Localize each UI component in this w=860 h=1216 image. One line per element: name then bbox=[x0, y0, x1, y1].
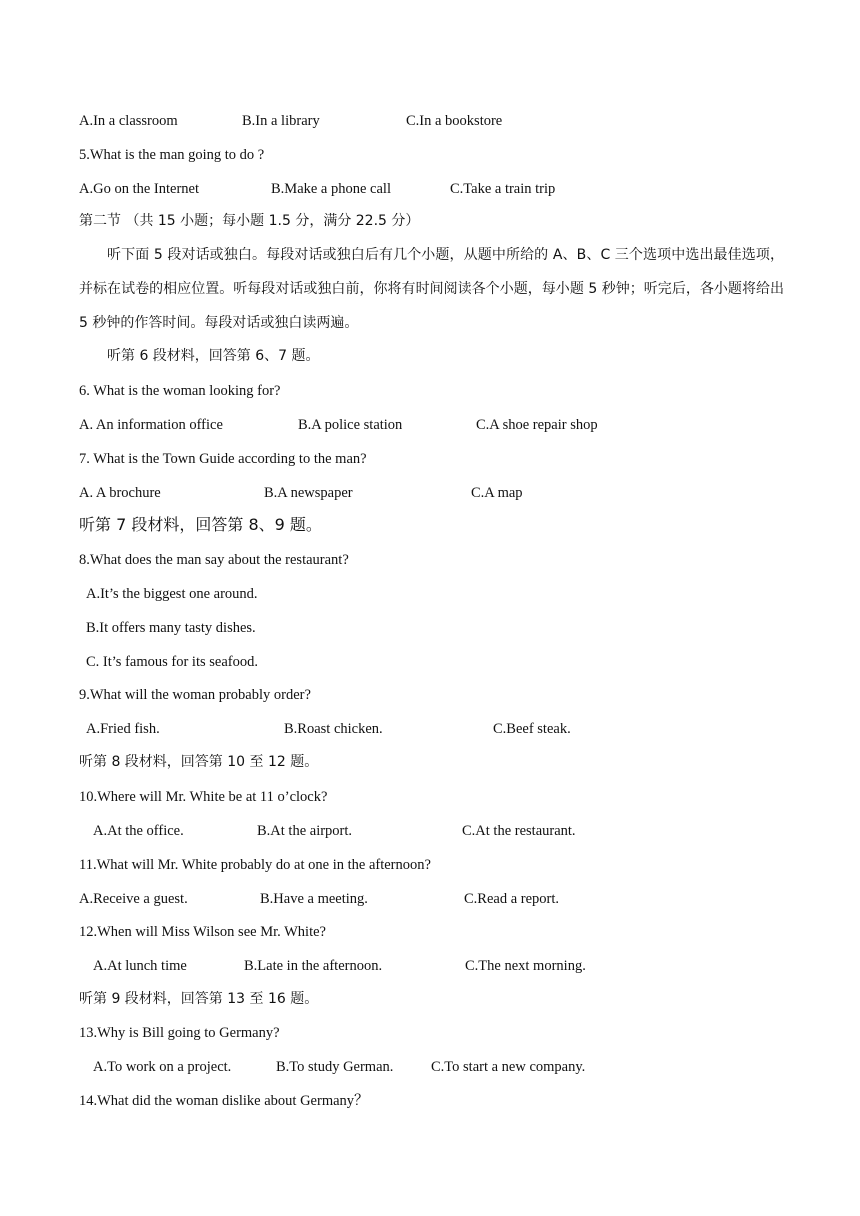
section2-instructions: 听下面 5 段对话或独白。每段对话或独白后有几个小题，从题中所给的 A、B、C 三个选项中选出最佳选项，并标在试卷的相应位置。听每段对话或独白前，你将有时间阅读各个小题，每小题 5 秒钟；听完后，各小题将给出 5 秒钟的作答时间。每段对话或独白读两遍。 bbox=[79, 247, 784, 331]
q9-option-b: B.Roast chicken. bbox=[284, 721, 383, 737]
q6-option-b: B.A police station bbox=[298, 417, 403, 433]
q11-option-a: A.Receive a guest. bbox=[79, 891, 188, 907]
q12-option-a: A.At lunch time bbox=[93, 958, 187, 974]
q6-option-c: C.A shoe repair shop bbox=[476, 417, 598, 433]
q4-option-b: B.In a library bbox=[242, 113, 320, 129]
q5-question: 5.What is the man going to do ? bbox=[79, 147, 265, 163]
q6-question: 6. What is the woman looking for? bbox=[79, 383, 281, 399]
q9-question: 9.What will the woman probably order? bbox=[79, 687, 311, 703]
q8-option-b: B.It offers many tasty dishes. bbox=[86, 620, 256, 636]
q12-option-b: B.Late in the afternoon. bbox=[244, 958, 383, 974]
q8-option-c: C. It’s famous for its seafood. bbox=[86, 654, 258, 670]
q9-option-c: C.Beef steak. bbox=[493, 721, 571, 737]
q10-option-a: A.At the office. bbox=[93, 823, 184, 839]
q13-option-c: C.To start a new company. bbox=[431, 1059, 586, 1075]
section2-heading: 第二节 （共 15 小题；每小题 1.5 分，满分 22.5 分） bbox=[79, 213, 420, 229]
q13-question: 13.Why is Bill going to Germany? bbox=[79, 1025, 280, 1041]
q8-option-a: A.It’s the biggest one around. bbox=[86, 586, 258, 602]
q5-option-c: C.Take a train trip bbox=[450, 181, 556, 197]
q5-option-a: A.Go on the Internet bbox=[79, 181, 199, 197]
passage6-label: 听第 6 段材料，回答第 6、7 题。 bbox=[107, 348, 320, 364]
q10-question: 10.Where will Mr. White be at 11 o’clock? bbox=[79, 789, 328, 805]
q14-question: 14.What did the woman dislike about Germany？ bbox=[79, 1093, 369, 1109]
q8-question: 8.What does the man say about the restaurant? bbox=[79, 552, 349, 568]
q4-option-a: A.In a classroom bbox=[79, 113, 178, 129]
passage8-label: 听第 8 段材料，回答第 10 至 12 题。 bbox=[79, 754, 319, 770]
q10-option-c: C.At the restaurant. bbox=[462, 823, 576, 839]
q7-option-b: B.A newspaper bbox=[264, 485, 353, 501]
q9-option-a: A.Fried fish. bbox=[86, 721, 160, 737]
q13-option-b: B.To study German. bbox=[276, 1059, 394, 1075]
q5-option-b: B.Make a phone call bbox=[271, 181, 391, 197]
q11-option-c: C.Read a report. bbox=[464, 891, 560, 907]
q7-option-c: C.A map bbox=[471, 485, 523, 501]
q4-option-c: C.In a bookstore bbox=[406, 113, 503, 129]
q11-option-b: B.Have a meeting. bbox=[260, 891, 368, 907]
q12-question: 12.When will Miss Wilson see Mr. White? bbox=[79, 924, 326, 940]
q11-question: 11.What will Mr. White probably do at one in the afternoon? bbox=[79, 857, 431, 873]
q7-question: 7. What is the Town Guide according to the man? bbox=[79, 451, 367, 467]
q13-option-a: A.To work on a project. bbox=[93, 1059, 232, 1075]
passage7-label: 听第 7 段材料，回答第 8、9 题。 bbox=[79, 515, 322, 534]
q10-option-b: B.At the airport. bbox=[257, 823, 353, 839]
q7-option-a: A. A brochure bbox=[79, 485, 161, 501]
q12-option-c: C.The next morning. bbox=[465, 958, 586, 974]
q6-option-a: A. An information office bbox=[79, 417, 223, 433]
passage9-label: 听第 9 段材料，回答第 13 至 16 题。 bbox=[79, 991, 319, 1007]
